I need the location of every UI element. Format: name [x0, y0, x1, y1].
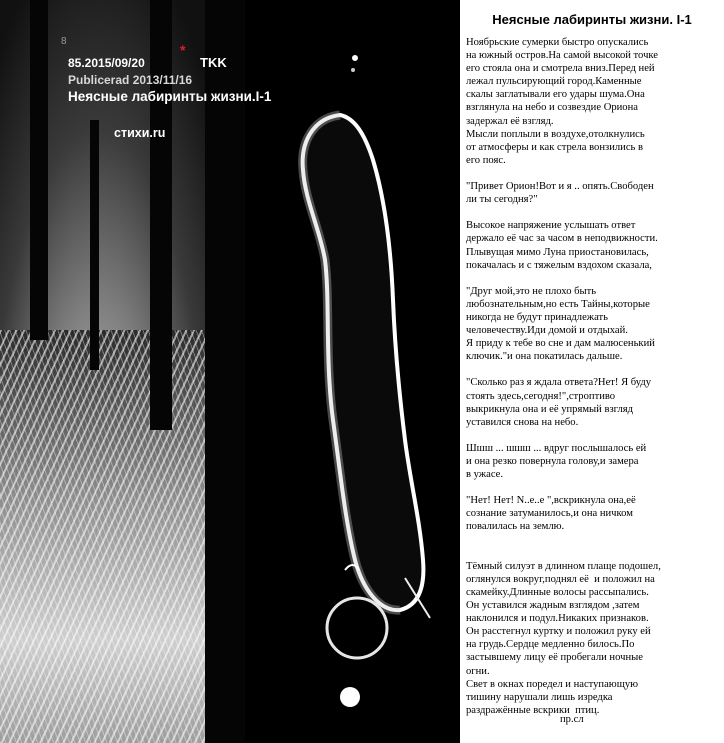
poem-panel — [460, 0, 724, 743]
poem-body: Ноябрьские сумерки быстро опускались на южный остров.На самой высокой точке его стояла она и смотрела вниз.Перед ней лежал пульсирующий город.Каменные скалы заглатывали его удары шума.Она взглянула на небо и созвездие Ориона задержал её взгляд. Мысли поплыли в воздухе,отолкнулись от атмосферы и как стрела вонзились в его пояс. "Привет Орион!Вот и я .. опять.Свободен ли ты сегодня?" Высокое напряжение услышать ответ держало её час за часом в неподвижности. Плывущая мимо Луна приостановилась, покачалась и с тяжелым вздохом сказала, "Друг мой,это не плохо быть любознательным,но есть Тайны,которые никогда не будут принадлежать человечеству.Иди домой и отдыхай. Я приду к тебе во сне и дам малюсенький ключик."и она покатилась дальше. "Сколько раз я ждала ответа?Нет! Я буду стоять здесь,сегодня!",строптиво выкрикнула она и её упрямый взгляд уставился снова на небо. Шшш ... шшш ... вдруг послышалось ей и она резко повернула голову,и замера в ужасе. "Нет! Нет! N..е..е ",вскрикнула она,её сознание затуманилось,и она ничком повалилась на землю. Тёмный силуэт в длинном плаще подошел, оглянулся вокруг,поднял её и положил на скамейку.Длинные волосы рассыпались. Он уставился жадным взглядом ,затем наклонился и подул.Никаких признаков. Он расстегнул куртку и положил руку ей на грудь.Сердце медленно билось.По застывшему лицу её пробегали ночные огни. Свет в окнах поредел и наступающую тишину нарушали лишь изредка раздражённые вскрики птиц. — [466, 37, 661, 716]
silhouette-figure — [245, 0, 460, 743]
signature: пр.сл — [560, 714, 584, 725]
forest-photo — [0, 0, 245, 743]
red-star-mark: * — [180, 42, 186, 58]
silhouette-panel — [245, 0, 460, 743]
corner-digit: 8 — [61, 36, 67, 47]
poem-title: Неясные лабиринты жизни. I-1 — [492, 12, 692, 27]
site-name: стихи.ru — [114, 126, 166, 140]
tree-trunk — [150, 0, 172, 430]
tree-trunk — [30, 0, 48, 340]
post-date: 85.2015/09/20 — [68, 56, 145, 70]
lamp-ring — [327, 598, 387, 658]
figure-outline — [303, 115, 424, 610]
lamp-light — [340, 687, 360, 707]
tree-trunk — [205, 0, 245, 743]
author-tag: TKK — [200, 55, 227, 70]
tree-trunk — [90, 120, 99, 370]
published-date: Publicerad 2013/11/16 — [68, 73, 193, 87]
overlay-title: Неясные лабиринты жизни.I-1 — [68, 89, 272, 104]
